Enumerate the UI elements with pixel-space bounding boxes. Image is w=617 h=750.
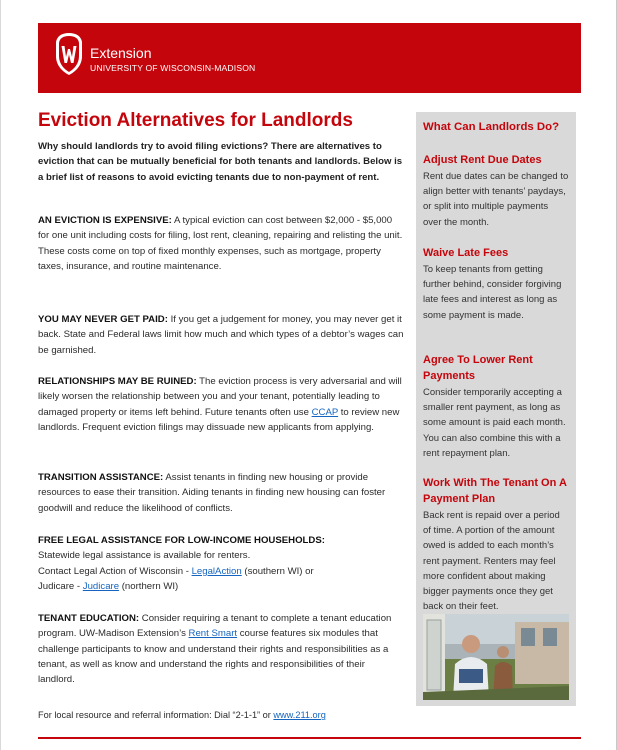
legal-line-2-end: (southern WI) or: [241, 565, 314, 577]
section-never-paid: [38, 312, 404, 358]
section-body-end: course features six modules that challenge participants to know and understand their rights and responsibilities as a tenant, as well as know and understand the rights and responsibilities of their landlord.: [38, 628, 389, 686]
sidebar-item-title: Adjust Rent Due Dates: [423, 154, 542, 166]
legal-line-3-end: (northern WI): [119, 580, 179, 592]
section-heading: TRANSITION ASSISTANCE:: [38, 472, 164, 483]
footer-divider: [38, 737, 581, 739]
sidebar-heading: What Can Landlords Do?: [423, 121, 560, 133]
legalaction-link[interactable]: LegalAction: [191, 565, 242, 577]
page-title: Eviction Alternatives for Landlords: [38, 110, 353, 131]
section-tenant-education: [38, 611, 404, 687]
uw-crest-icon: [53, 32, 85, 76]
legal-line-2: Contact Legal Action of Wisconsin -: [38, 565, 192, 577]
sidebar-item-title: Waive Late Fees: [423, 247, 509, 259]
section-body: Assist tenants in finding new housing or provide resources to ease their transition. Aiding tenants in finding new housing can foster goodwill and reduce the likelihood of conflicts.: [38, 472, 386, 514]
brand-name: Extension: [90, 45, 152, 61]
section-body-end: to review new landlords. Frequent eviction filings may dissuade new applicants from applying.: [38, 406, 400, 433]
sidebar-item-adjust-due-dates: [423, 152, 569, 230]
section-body: The eviction process is very adversarial and will likely worsen the relationship between you and your tenant, potentially leading to damaged property or items left behind. Future tenants often use: [38, 376, 402, 418]
sidebar-item-title: Agree To Lower Rent Payments: [423, 354, 533, 382]
ccap-link[interactable]: CCAP: [311, 406, 339, 418]
section-legal-assistance: [38, 533, 404, 594]
section-heading: FREE LEGAL ASSISTANCE FOR LOW-INCOME HOUSEHOLDS:: [38, 535, 325, 546]
section-heading: AN EVICTION IS EXPENSIVE:: [38, 215, 172, 226]
section-relationships: [38, 374, 404, 435]
intro-paragraph: Why should landlords try to avoid filing evictions? There are alternatives to eviction that can be mutually beneficial for both tenants and landlords. Below is a brief list of reasons to avoid evicting tenants due to non-payment of rent.: [38, 141, 403, 183]
sidebar-item-text: Back rent is repaid over a period of time. A portion of the amount owed is added to each month’s rent payment. Renters may feel more confident about making bigger payments once they get back on their feet.: [423, 510, 560, 613]
legal-line-3: Judicare -: [38, 580, 83, 592]
section-heading: TENANT EDUCATION:: [38, 613, 140, 624]
rent-smart-link[interactable]: Rent Smart: [188, 628, 238, 640]
sidebar-item-lower-rent: [423, 352, 569, 461]
legal-line-1: Statewide legal assistance is available for renters.: [38, 550, 251, 562]
sidebar-item-title: Work With The Tenant On A Payment Plan: [423, 477, 567, 505]
brand-subtitle: UNIVERSITY OF WISCONSIN-MADISON: [90, 63, 256, 73]
sidebar-item-waive-late-fees: [423, 245, 569, 323]
extension-banner: [38, 23, 581, 93]
section-heading: YOU MAY NEVER GET PAID:: [38, 314, 168, 325]
section-heading: RELATIONSHIPS MAY BE RUINED:: [38, 376, 197, 387]
sidebar-item-text: Rent due dates can be changed to align better with tenants’ paydays, or split into multiple payments over the month.: [423, 171, 569, 228]
sidebar-item-payment-plan: [423, 475, 569, 614]
section-body: A typical eviction can cost between $2,000 - $5,000 for one unit including costs for filing, lost rent, cleaning, repairing and relisting the unit. These costs come on top of fixed monthly expenses, such as mortgage, property taxes, insurance, and routine maintenance.: [38, 215, 403, 272]
referral-text: For local resource and referral information: Dial “2-1-1” or: [38, 710, 274, 720]
211-link[interactable]: www.211.org: [273, 710, 326, 720]
sidebar-item-text: Consider temporarily accepting a smaller rent payment, as long as some amount is paid each month. You can also combine this with a rent repayment plan.: [423, 387, 566, 459]
section-transition: [38, 470, 404, 516]
section-expensive: [38, 213, 404, 274]
sidebar-item-text: To keep tenants from getting further behind, consider forgiving late fees and interest as long as some payment is made.: [423, 264, 562, 321]
judicare-link[interactable]: Judicare: [82, 580, 120, 592]
referral-footer: [38, 708, 404, 723]
section-body: If you get a judgement for money, you may never get it back. State and Federal laws limit how much and which types of a debtor’s wages can be garnished.: [38, 314, 404, 356]
section-body: Consider requiring a tenant to complete a tenant education program. UW-Madison Extension’s: [38, 613, 392, 640]
landlord-at-door-photo: [423, 614, 569, 700]
sidebar-what-can-landlords-do: [416, 112, 576, 706]
